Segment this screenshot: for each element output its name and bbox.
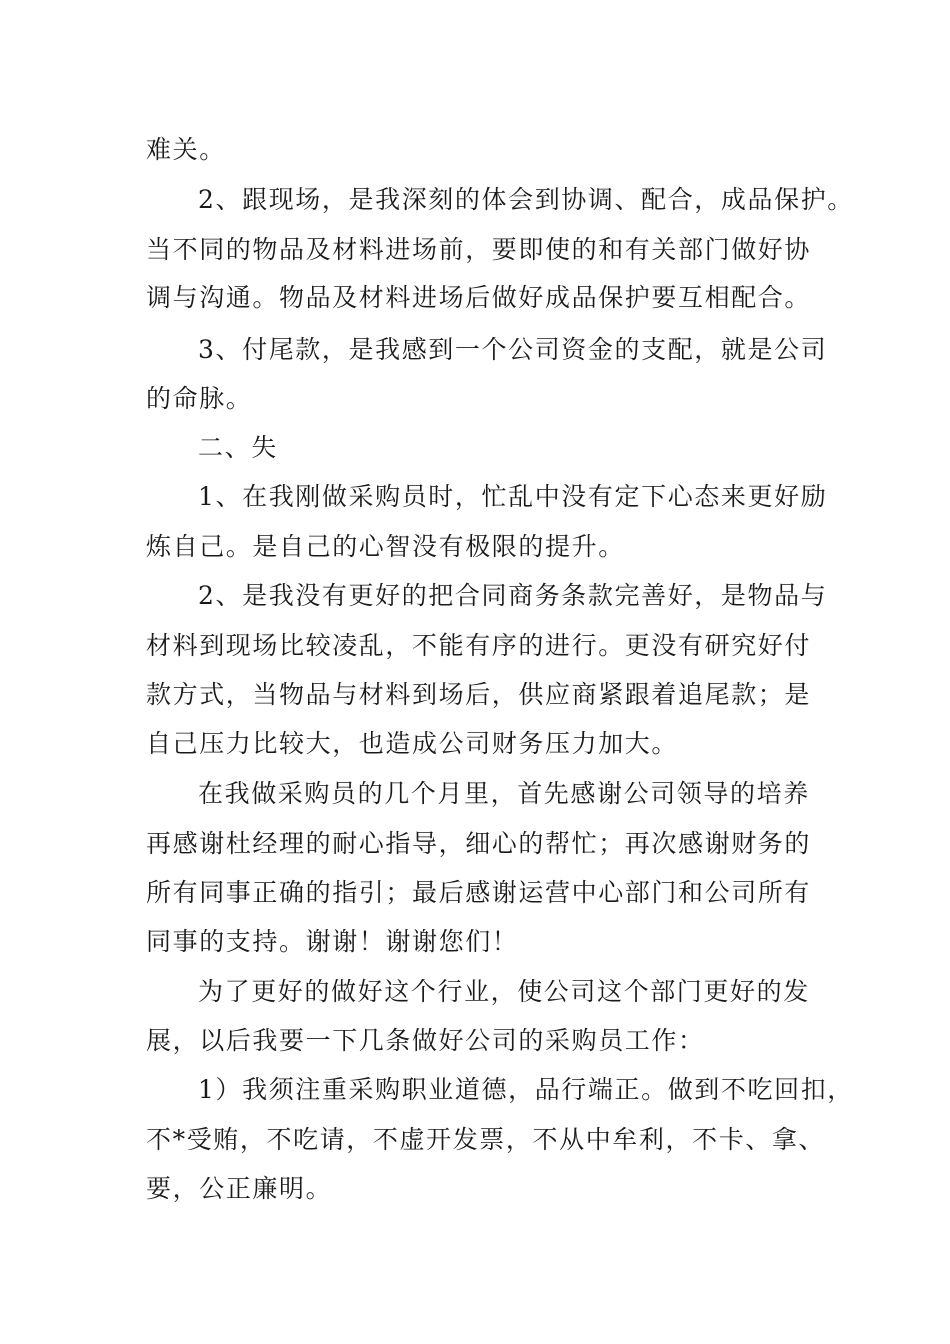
text-line-11: 材料到现场比较凌乱，不能有序的进行。更没有研究好付 xyxy=(146,631,812,660)
text-line-19: 展，以后我要一下几条做好公司的采购员工作： xyxy=(146,1026,705,1055)
text-line-21: 不*受贿，不吃请，不虚开发票，不从中牟利，不卡、拿、 xyxy=(146,1125,826,1154)
text-line-10: 2、是我没有更好的把合同商务条款完善好，是物品与 xyxy=(198,581,828,610)
text-line-5: 3、付尾款，是我感到一个公司资金的支配，就是公司 xyxy=(198,335,828,364)
text-line-1: 难关。 xyxy=(146,135,226,164)
text-line-9: 炼自己。是自己的心智没有极限的提升。 xyxy=(146,532,625,561)
text-line-8: 1、在我刚做采购员时，忙乱中没有定下心态来更好励 xyxy=(198,482,828,511)
text-line-14: 在我做采购员的几个月里，首先感谢公司领导的培养 xyxy=(198,779,810,808)
text-line-3: 当不同的物品及材料进场前，要即使的和有关部门做好协 xyxy=(146,235,812,264)
text-line-2: 2、跟现场，是我深刻的体会到协调、配合，成品保护。 xyxy=(198,185,854,214)
text-line-17: 同事的支持。谢谢！谢谢您们！ xyxy=(146,927,519,956)
text-line-18: 为了更好的做好这个行业，使公司这个部门更好的发 xyxy=(198,977,810,1006)
text-line-15: 再感谢杜经理的耐心指导，细心的帮忙；再次感谢财务的 xyxy=(146,829,812,858)
text-line-6: 的命脉。 xyxy=(146,384,253,413)
text-line-4: 调与沟通。物品及材料进场后做好成品保护要互相配合。 xyxy=(146,283,812,312)
section-heading-loss: 二、失 xyxy=(198,433,278,462)
text-line-22: 要，公正廉明。 xyxy=(146,1174,333,1203)
text-line-13: 自己压力比较大，也造成公司财务压力加大。 xyxy=(146,729,679,758)
text-line-16: 所有同事正确的指引；最后感谢运营中心部门和公司所有 xyxy=(146,878,812,907)
text-line-20: 1）我须注重采购职业道德，品行端正。做到不吃回扣， xyxy=(198,1075,854,1104)
text-line-12: 款方式，当物品与材料到场后，供应商紧跟着追尾款；是 xyxy=(146,680,812,709)
